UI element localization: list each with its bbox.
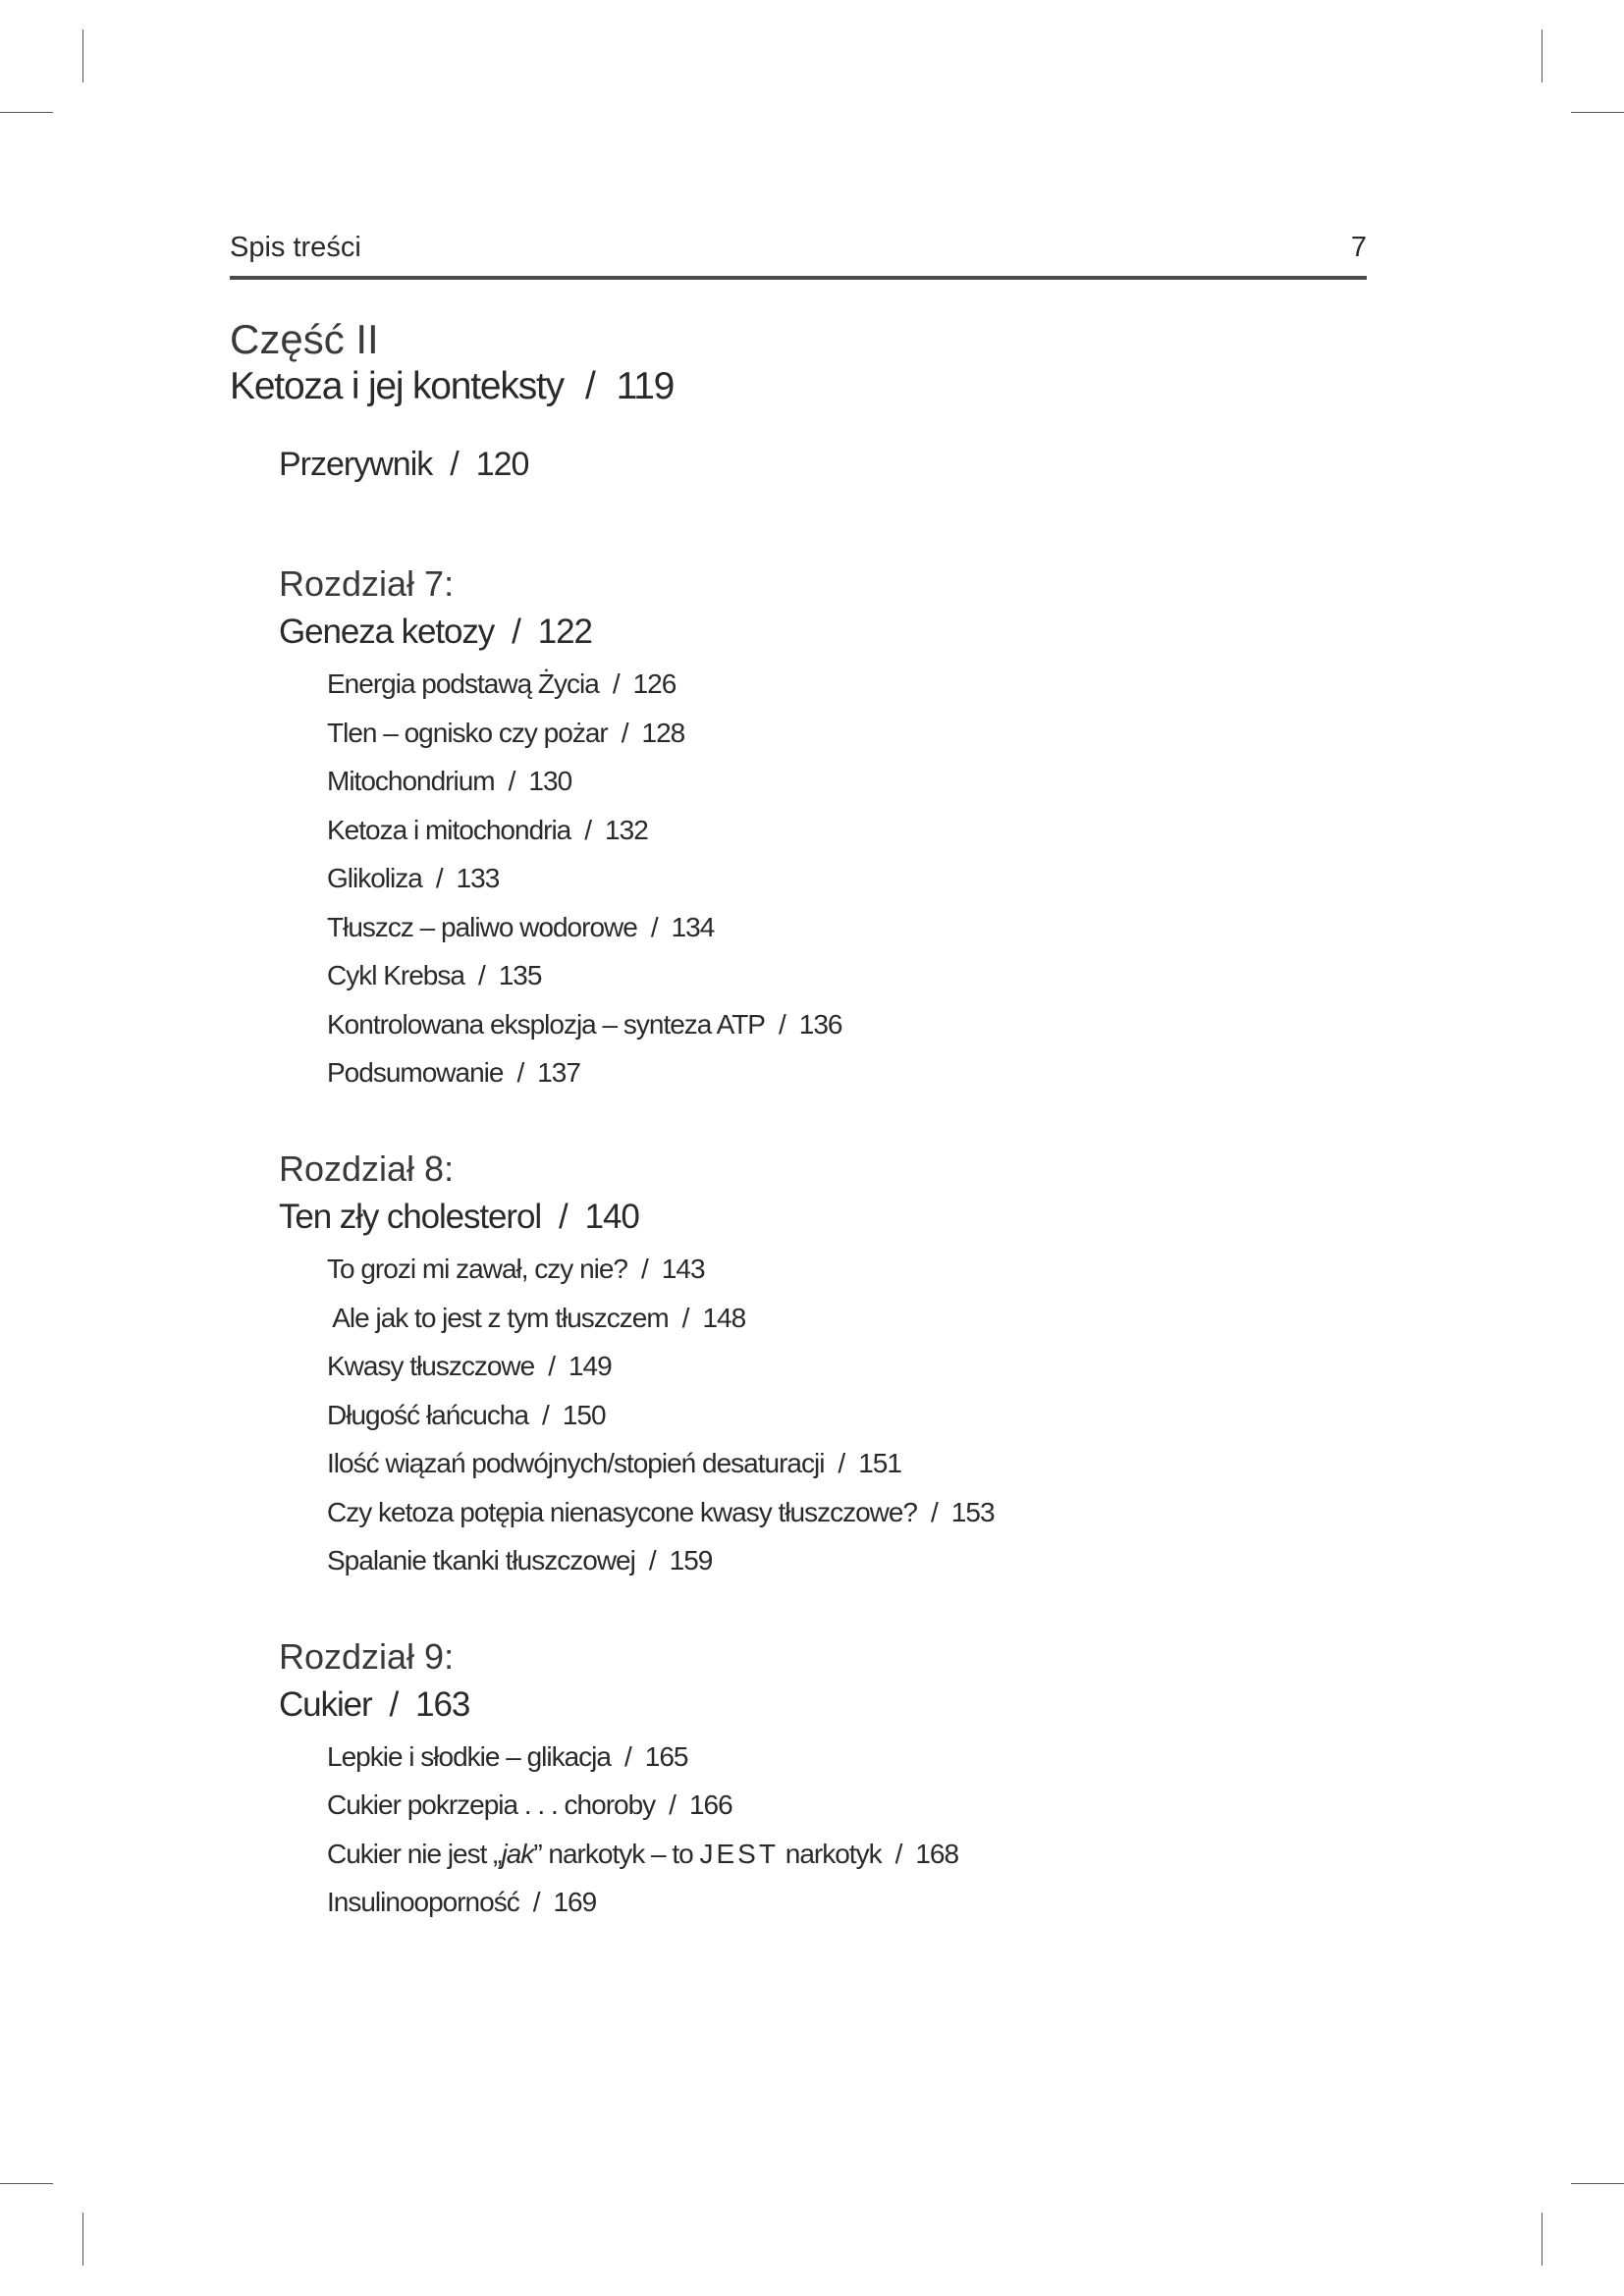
part-title: Ketoza i jej konteksty [230,365,564,407]
interlude-heading [279,446,528,484]
entry-title: Kwasy tłuszczowe [327,1351,535,1381]
entry-page: 165 [644,1741,688,1772]
separator: / [669,1789,676,1820]
entry-page: 169 [553,1887,597,1917]
crop-mark-bottom-right-horizontal [1571,2183,1624,2184]
chapter-9-label: Rozdział 9: [279,1636,455,1677]
entry-title-part: Cukier nie jest „ [327,1839,502,1869]
entry-title: To grozi mi zawał, czy nie? [327,1254,628,1284]
entry-page: 143 [661,1254,705,1284]
crop-mark-bottom-right-vertical [1542,2213,1543,2266]
separator: / [559,1198,568,1236]
toc-entry [327,1057,580,1089]
entry-title-part: narkotyk [778,1839,882,1869]
entry-page: 132 [605,815,648,845]
separator: / [648,1545,656,1575]
separator: / [584,815,592,845]
separator: / [508,766,515,796]
entry-title: Długość łańcucha [327,1400,529,1430]
entry-title: Energia podstawą Życia [327,668,599,699]
entry-page: 159 [669,1545,713,1575]
toc-entry [327,1254,705,1285]
separator: / [931,1497,938,1527]
entry-title: Ketoza i mitochondria [327,815,571,845]
toc-entry [327,1497,995,1528]
entry-page: 153 [950,1497,995,1527]
toc-entry [327,1400,606,1431]
toc-entry [327,766,571,797]
separator: / [838,1448,845,1478]
running-head [230,232,1367,271]
crop-mark-top-left-vertical [82,29,83,82]
entry-title: Ale jak to jest z tym tłuszczem [327,1303,669,1333]
toc-entry [327,1545,712,1576]
separator: / [542,1400,549,1430]
entry-title: Mitochondrium [327,766,495,796]
chapter-page: 122 [537,613,592,651]
entry-page: 137 [537,1057,580,1088]
entry-page: 128 [641,718,685,748]
entry-page: 135 [498,960,542,990]
toc-entry [327,1303,745,1334]
separator: / [389,1685,399,1724]
toc-entry [327,912,714,943]
separator: / [681,1303,689,1333]
toc-entry [327,960,541,991]
separator: / [450,446,459,483]
entry-page: 126 [632,668,677,699]
entry-title [327,1839,882,1869]
separator: / [612,668,620,699]
crop-mark-top-right-vertical [1542,29,1543,82]
crop-mark-top-left-horizontal [0,112,53,113]
entry-page: 168 [915,1839,959,1869]
running-head-title: Spis treści [230,232,361,263]
part-page: 119 [616,365,675,407]
entry-title-emphasis: jak [501,1839,534,1869]
chapter-7-label: Rozdział 7: [279,563,455,604]
part-heading [230,365,674,408]
running-head-page-number: 7 [1350,232,1367,263]
entry-title: Podsumowanie [327,1057,504,1088]
toc-entry [327,1887,596,1918]
entry-title: Tłuszcz – paliwo wodorowe [327,912,637,942]
chapter-title: Geneza ketozy [279,613,495,651]
interlude-page: 120 [475,446,529,483]
crop-mark-bottom-left-horizontal [0,2183,53,2184]
separator: / [512,613,520,651]
entry-page: 130 [528,766,572,796]
entry-page: 136 [798,1009,842,1040]
separator: / [477,960,485,990]
interlude-title: Przerywnik [279,446,433,483]
entry-title: Glikoliza [327,863,422,893]
separator: / [778,1009,785,1040]
chapter-8-heading [279,1198,639,1237]
entry-title-spaced: JEST [699,1839,779,1869]
separator: / [516,1057,524,1088]
chapter-title: Ten zły cholesterol [279,1198,542,1236]
chapter-title: Cukier [279,1685,372,1724]
toc-entry [327,863,499,894]
chapter-7-heading [279,613,592,652]
separator: / [894,1839,902,1869]
separator: / [621,718,628,748]
entry-title: Insulinooporność [327,1887,519,1917]
toc-entry [327,815,648,846]
chapter-page: 140 [584,1198,639,1236]
entry-title: Ilość wiązań podwójnych/stopień desaturacji [327,1448,825,1478]
toc-entry [327,1448,901,1479]
toc-entry [327,1351,612,1382]
separator: / [650,912,658,942]
entry-title-part: ” narkotyk – to [533,1839,700,1869]
chapter-page: 163 [415,1685,470,1724]
toc-entry [327,668,676,700]
crop-mark-top-right-horizontal [1571,112,1624,113]
entry-page: 151 [858,1448,901,1478]
entry-title: Spalanie tkanki tłuszczowej [327,1545,635,1575]
entry-page: 148 [702,1303,746,1333]
entry-title: Tlen – ognisko czy pożar [327,718,608,748]
entry-page: 166 [688,1789,732,1820]
separator: / [641,1254,648,1284]
header-rule [230,276,1367,280]
toc-entry [327,1741,687,1773]
entry-title: Kontrolowana eksplozja – synteza ATP [327,1009,765,1040]
toc-entry [327,718,684,749]
entry-page: 149 [568,1351,612,1381]
entry-title: Czy ketoza potępia nienasycone kwasy tłuszczowe? [327,1497,918,1527]
separator: / [584,365,595,407]
entry-title: Cykl Krebsa [327,960,464,990]
chapter-8-label: Rozdział 8: [279,1148,455,1189]
chapter-9-heading [279,1685,469,1725]
crop-mark-bottom-left-vertical [82,2213,83,2266]
entry-page: 150 [562,1400,606,1430]
separator: / [532,1887,540,1917]
entry-page: 133 [456,863,500,893]
separator: / [548,1351,555,1381]
entry-title: Cukier pokrzepia . . . choroby [327,1789,656,1820]
toc-entry [327,1839,958,1870]
separator: / [435,863,443,893]
toc-entry [327,1009,841,1041]
separator: / [623,1741,631,1772]
entry-page: 134 [671,912,715,942]
toc-entry [327,1789,732,1821]
entry-title: Lepkie i słodkie – glikacja [327,1741,611,1772]
part-label: Część II [230,316,379,362]
